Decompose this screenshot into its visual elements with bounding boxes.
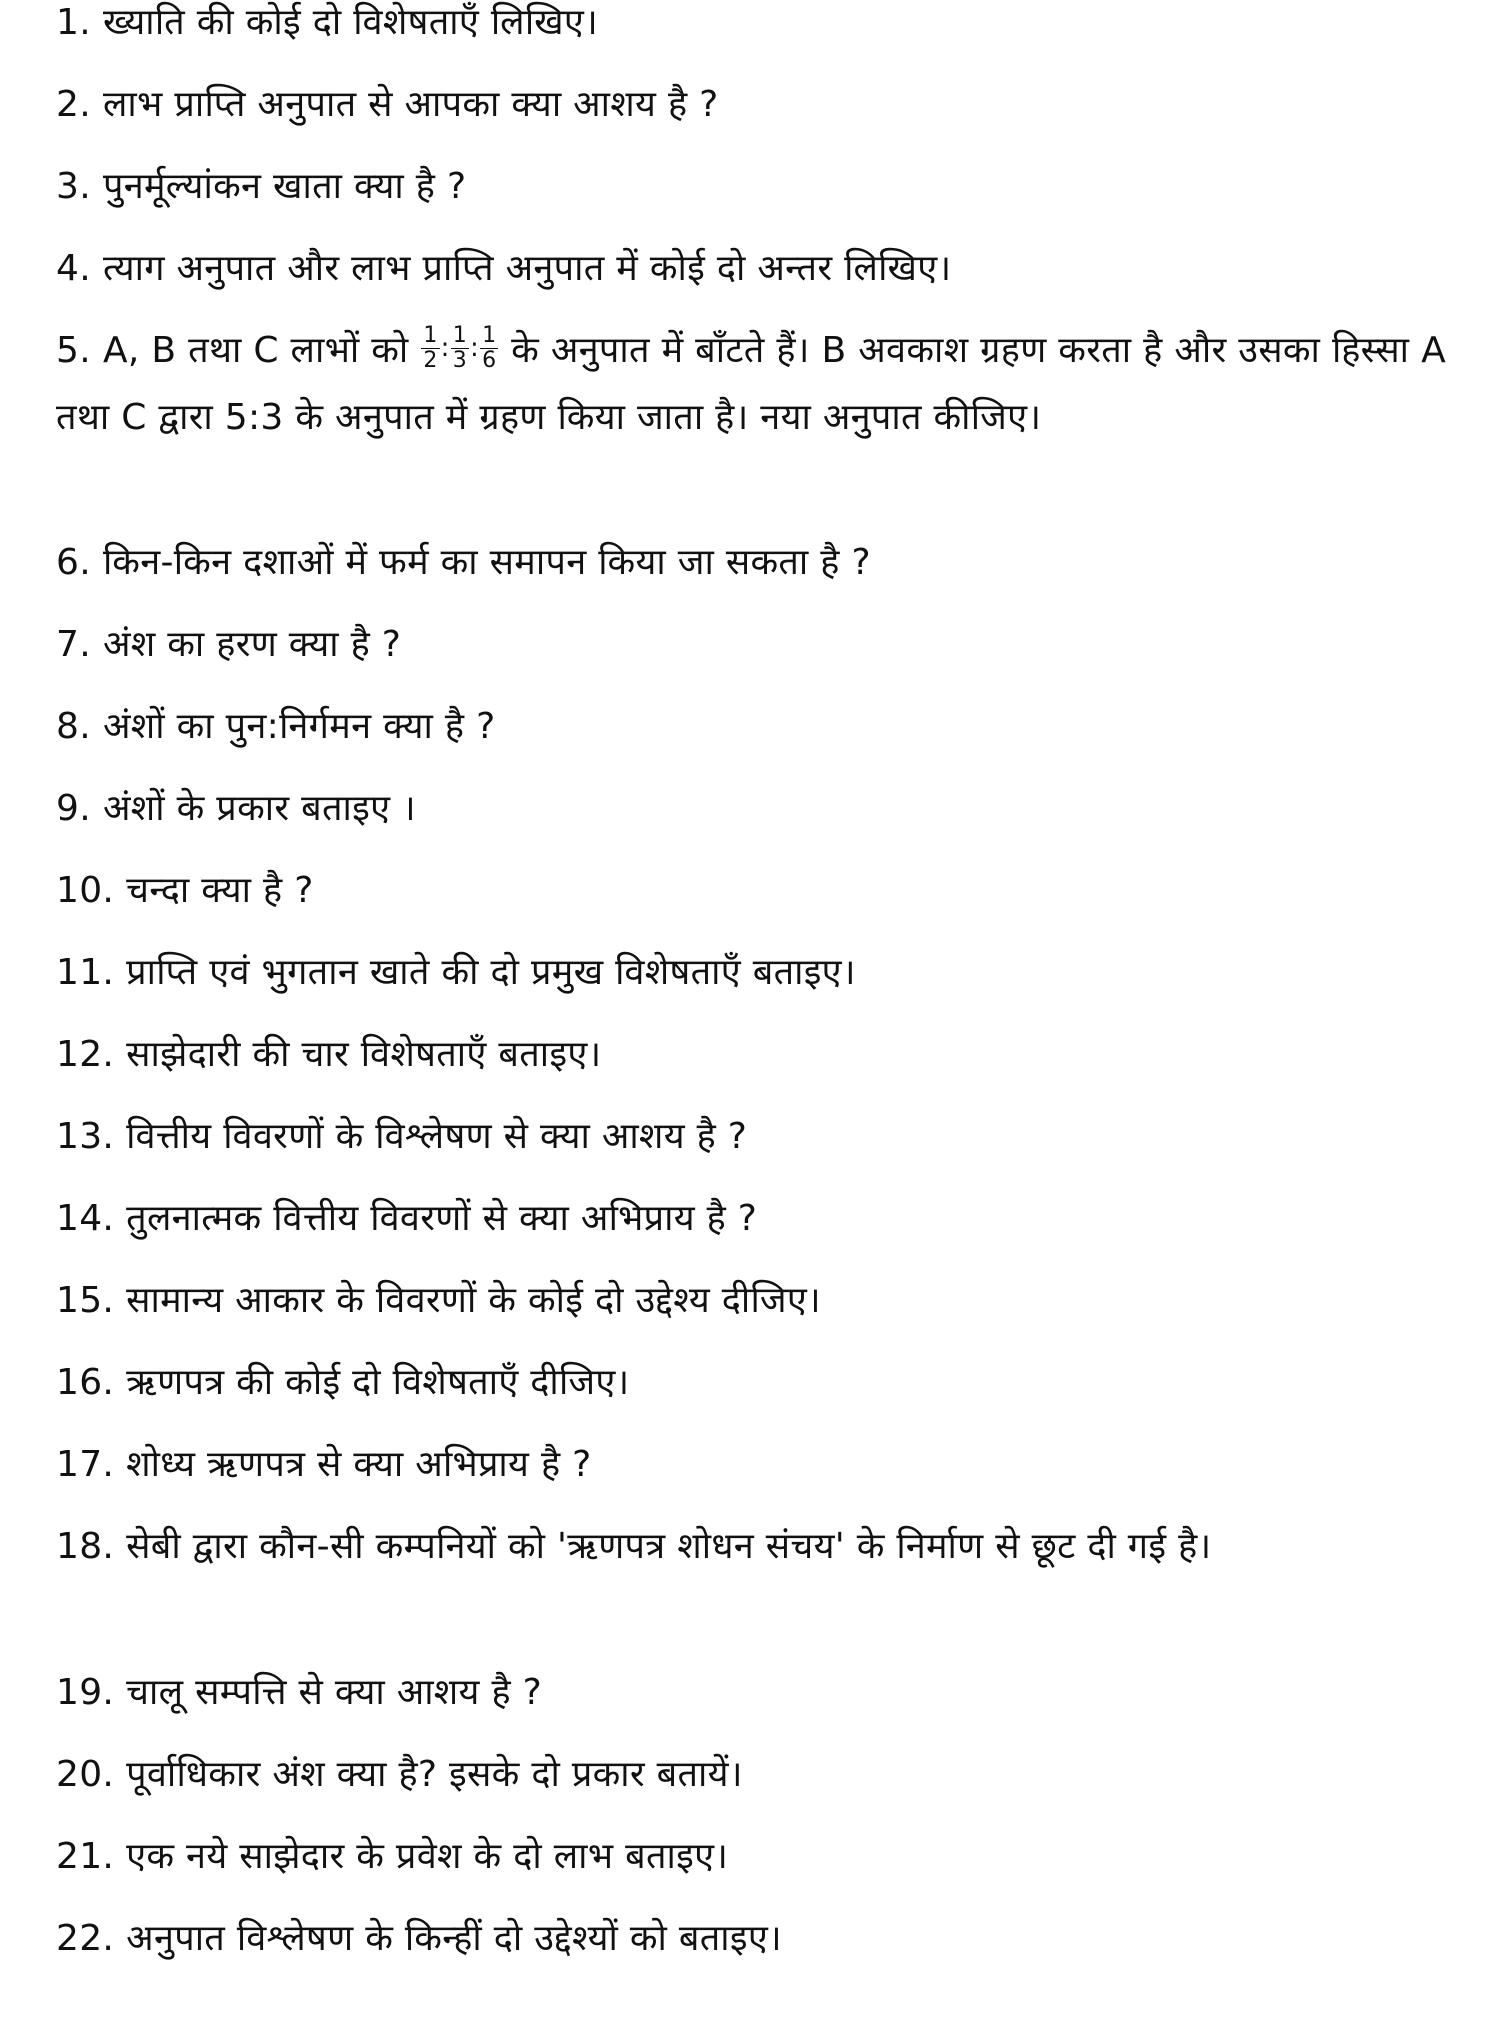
question-number: 1. [56, 2, 91, 43]
question-number: 18. [56, 1526, 115, 1567]
question-text: ऋणपत्र की कोई दो विशेषताएँ दीजिए। [126, 1362, 630, 1403]
question-text-after: के अनुपात में बाँटते हैं। B अवकाश ग्रहण करता है और उसका हिस्सा A तथा C द्वारा 5:3 के अनुपात में ग्रहण किया जाता है। नया अनुपात कीजिए। [56, 330, 1446, 438]
question-item [56, 1906, 1446, 1972]
question-item [56, 318, 1446, 451]
fraction-denominator: 6 [482, 347, 497, 373]
question-number: 2. [56, 84, 91, 125]
ratio-colon: : [470, 333, 480, 363]
question-text: सामान्य आकार के विवरणों के कोई दो उद्देश्य दीजिए। [126, 1280, 821, 1321]
question-number: 4. [56, 248, 91, 289]
question-text: पुनर्मूल्यांकन खाता क्या है ? [102, 166, 467, 207]
question-item [56, 858, 1446, 924]
question-item [56, 236, 1446, 302]
question-text: त्याग अनुपात और लाभ प्राप्ति अनुपात में कोई दो अन्तर लिखिए। [102, 248, 952, 289]
question-text: साझेदारी की चार विशेषताएँ बताइए। [126, 1034, 602, 1075]
question-item [56, 1350, 1446, 1416]
question-text: अंशों का पुन:निर्गमन क्या है ? [102, 706, 496, 747]
question-item [56, 1742, 1446, 1808]
question-text: लाभ प्राप्ति अनुपात से आपका क्या आशय है ? [102, 84, 719, 125]
question-number: 22. [56, 1918, 115, 1959]
question-item [56, 612, 1446, 678]
question-text: पूर्वाधिकार अंश क्या है? इसके दो प्रकार बतायें। [126, 1754, 743, 1795]
fraction-denominator: 3 [452, 347, 467, 373]
question-item [56, 1022, 1446, 1088]
question-number: 16. [56, 1362, 115, 1403]
question-number: 17. [56, 1444, 115, 1485]
ratio-colon: : [440, 333, 450, 363]
question-item [56, 72, 1446, 138]
fraction-numerator: 1 [423, 322, 438, 348]
question-text-before: A, B तथा C लाभों को [102, 330, 409, 371]
question-number: 7. [56, 624, 91, 665]
question-item [56, 0, 1446, 56]
question-item [56, 1660, 1446, 1726]
question-text: अनुपात विश्लेषण के किन्हीं दो उद्देश्यों को बताइए। [126, 1918, 782, 1959]
fraction-sixth [480, 324, 498, 373]
question-number: 5. [56, 330, 91, 371]
question-text: शोध्य ऋणपत्र से क्या अभिप्राय है ? [126, 1444, 592, 1485]
question-text: अंश का हरण क्या है ? [102, 624, 402, 665]
question-text: ख्याति की कोई दो विशेषताएँ लिखिए। [102, 2, 599, 43]
question-number: 12. [56, 1034, 115, 1075]
question-item [56, 1104, 1446, 1170]
question-text: वित्तीय विवरणों के विश्लेषण से क्या आशय है ? [126, 1116, 748, 1157]
question-number: 20. [56, 1754, 115, 1795]
question-text: सेबी द्वारा कौन-सी कम्पनियों को 'ऋणपत्र शोधन संचय' के निर्माण से छूट दी गई है। [126, 1526, 1212, 1567]
question-item [56, 776, 1446, 842]
fraction-numerator: 1 [452, 322, 467, 348]
question-number: 14. [56, 1198, 115, 1239]
question-text: किन-किन दशाओं में फर्म का समापन किया जा सकता है ? [102, 542, 871, 583]
question-number: 13. [56, 1116, 115, 1157]
fraction-denominator: 2 [423, 347, 438, 373]
question-item [56, 530, 1446, 596]
question-item [56, 1824, 1446, 1890]
question-number: 9. [56, 788, 91, 829]
question-text: एक नये साझेदार के प्रवेश के दो लाभ बताइए। [126, 1836, 729, 1877]
question-item [56, 1186, 1446, 1252]
fraction-third [451, 324, 469, 373]
question-number: 6. [56, 542, 91, 583]
question-number: 8. [56, 706, 91, 747]
question-item [56, 1268, 1446, 1334]
question-text: चन्दा क्या है ? [126, 870, 314, 911]
question-item [56, 940, 1446, 1006]
question-item [56, 694, 1446, 760]
question-number: 21. [56, 1836, 115, 1877]
fraction-half [421, 324, 439, 373]
question-item [56, 1514, 1446, 1580]
question-text: अंशों के प्रकार बताइए । [102, 788, 416, 829]
fraction-numerator: 1 [482, 322, 497, 348]
question-number: 3. [56, 166, 91, 207]
question-number: 15. [56, 1280, 115, 1321]
question-text: चालू सम्पत्ति से क्या आशय है ? [126, 1672, 543, 1713]
question-text: प्राप्ति एवं भुगतान खाते की दो प्रमुख विशेषताएँ बताइए। [126, 952, 856, 993]
question-item [56, 1432, 1446, 1498]
question-item [56, 154, 1446, 220]
question-number: 11. [56, 952, 115, 993]
question-number: 19. [56, 1672, 115, 1713]
question-number: 10. [56, 870, 115, 911]
question-text: तुलनात्मक वित्तीय विवरणों से क्या अभिप्राय है ? [126, 1198, 758, 1239]
